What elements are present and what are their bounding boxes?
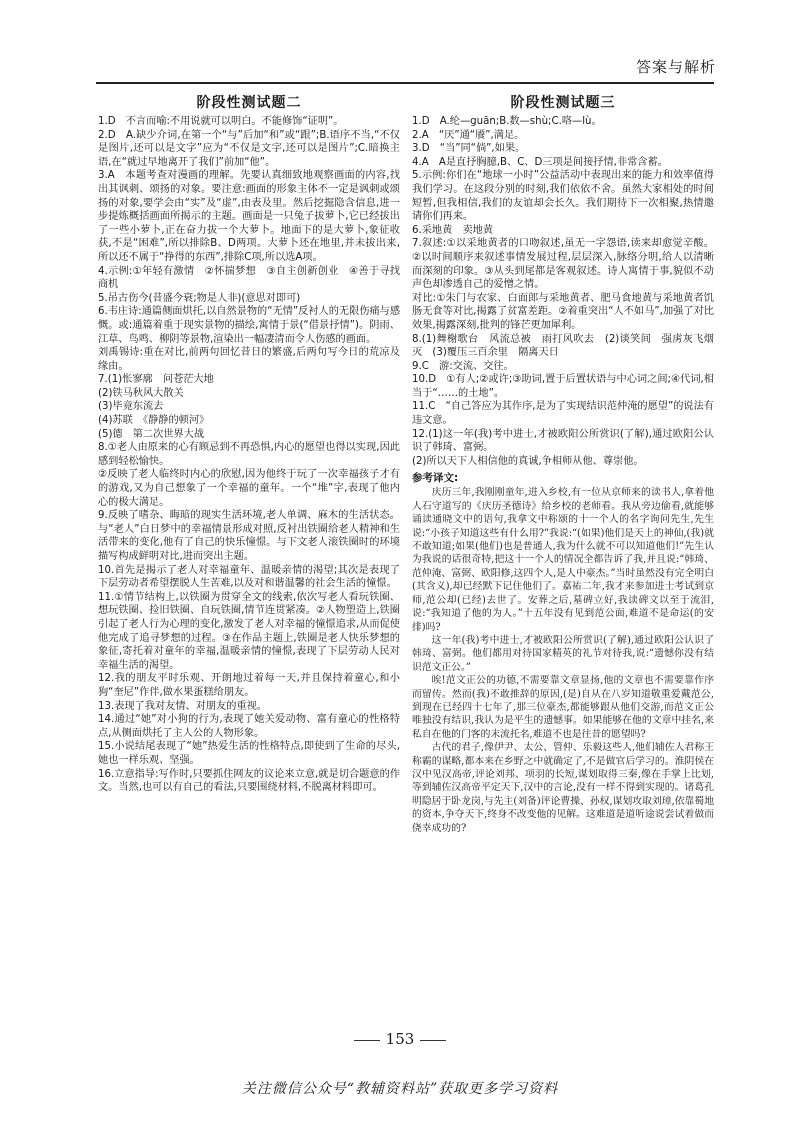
answer-item: 4.A A是直抒胸臆,B、C、D三项是间接抒情,非常含蓄。 bbox=[412, 156, 668, 168]
answer-item: 2.A “厌”通“餍”,满足。 bbox=[412, 129, 525, 141]
answer-item: 刘禹锡诗:重在对比,前两句回忆昔日的繁盛,后两句写今日的荒凉及缘由。 bbox=[98, 347, 400, 372]
answer-item: 3.A 本题考查对漫画的理解。先要认真细致地观察画面的内容,找出其讽刺、颂扬的对象。要注意:画面的形象主体不一定是讽刺或颂扬的对象,要学会由“实”及“虚”,由表及里。然后挖掘隐含信息,进一步提炼概括画面所揭示的主题。画面是一只兔子拔萝卜,它已经拔出了一些小萝卜,正在奋力拔一个大萝卜。地面下的是大萝卜,象征收获,不是“困难”,所以排除B、D两项。大萝卜还在地里,并未拔出来,所以还不属于“挣得的东西”,排除C项,所以选A项。 bbox=[98, 170, 400, 263]
answer-item: 5.示例:你们在“地球一小时”公益活动中表现出来的能力和效率值得我们学习。在这段分别的时刻,我们依依不舍。虽然大家相处的时间短暂,但我相信,我们的友谊却会长久。我们期待下一次相聚,热情邀请你们再来。 bbox=[412, 170, 714, 223]
answer-item: 7.叙述:①以采地黄者的口吻叙述,虽无一字怨语,读来却愈觉辛酸。②以时间顺序来叙述事情发展过程,层层深入,脉络分明,给人以清晰而深刻的印象。③从头到尾都是客观叙述。诗人寓情于事,貌似不动声色却渗透自己的爱憎之情。 bbox=[412, 238, 714, 291]
answer-item: 13.表现了我对友情、对朋友的重视。 bbox=[98, 700, 268, 712]
answer-item: 7.(1)怅寥廓 问苍茫大地 bbox=[98, 374, 214, 386]
answer-item: 8.①老人由原来的心有顾忌到不再恐惧,内心的愿望也得以实现,因此感到轻松愉快。 bbox=[98, 442, 400, 467]
answer-item: 10.首先是揭示了老人对幸福童年、温暖亲情的渴望;其次是表现了下层劳动者希望摆脱人生苦难,以及对和谐温馨的社会生活的憧憬。 bbox=[98, 564, 400, 590]
answer-item: 8.(1)舞榭歌台 风流总被 雨打风吹去 (2)谈笑间 强虏灰飞烟灭 (3)覆压三百余里 隔离天日 bbox=[412, 333, 714, 359]
answer-item: 12.(1)这一年(我)考中进士,才被欧阳公所赏识(了解),通过欧阳公认识了韩琦、富弼。 bbox=[412, 428, 714, 454]
translation-text bbox=[412, 486, 714, 835]
left-column bbox=[98, 92, 400, 795]
answer-item: 14.通过“她”对小狗的行为,表现了她关爱动物、富有童心的性格特点,从侧面烘托了主人公的人物形象。 bbox=[98, 714, 400, 739]
answer-item: 12.我的朋友平时乐观、开朗地过着每一天,并且保持着童心,和小狗“奎尼”作伴,做水果蛋糕给朋友。 bbox=[98, 673, 400, 698]
answer-item: 5.吊古伤今(昔盛今衰;物是人非)(意思对即可) bbox=[98, 292, 301, 304]
answer-item: (3)毕竟东流去 bbox=[98, 401, 164, 413]
answer-item: 6.采地黄 卖地黄 bbox=[412, 224, 494, 236]
answer-item: 15.小说结尾表现了“她”热爱生活的性格特点,即使到了生命的尽头,她也一样乐观、坚强。 bbox=[98, 741, 400, 766]
right-column-title: 阶段性测试题三 bbox=[510, 95, 616, 111]
answer-item: 10.D ①有人;②或许;③助词,置于后置状语与中心词之间;④代词,相当于“……的土地”。 bbox=[412, 374, 714, 399]
page-number-area bbox=[0, 1030, 800, 1048]
translation-paragraph: 古代的君子,像伊尹、太公、管仲、乐毅这些人,他们辅佐人君称王称霸的谋略,都本来在乡野之中就确定了,不是做官后学习的。淮阴侯在汉中见汉高帝,评论刘邦、项羽的长短,谋划取得三秦,像在手掌上比划,等到辅佐汉高帝平定天下,汉中的言论,没有一样不得到实现的。诸葛孔明隐居于卧龙岗,与先主(刘备)评论曹操、孙权,谋划攻取刘璋,依靠蜀地的资本,争夺天下,终身不改变他的见解。这难道是道听途说尝试着做而侥幸成功的? bbox=[412, 742, 714, 834]
answer-item: (2)铁马秋风大散关 bbox=[98, 387, 184, 399]
answer-item: 对比:①朱门与农家、白面郎与采地黄者、肥马食地黄与采地黄者饥肠无食等对比,揭露了贫富差距。②着重突出“人不如马”,加强了对比效果,揭露深刻,批判的锋芒更加犀利。 bbox=[412, 292, 714, 331]
page-number-dash-left bbox=[354, 1040, 380, 1041]
answer-item: 16.立意指导:写作时,只要抓住网友的议论来立意,就是切合题意的作文。当然,也可以有自己的看法,只要围绕材料,不脱离材料即可。 bbox=[98, 768, 400, 794]
translation-paragraph: 唉!范文正公的功德,不需要靠文章显扬,他的文章也不需要靠作序而留传。然而(我)不敢推辞的原因,(是)自从在八岁知道敬重爱戴范公,到现在已经四十七年了,那三位豪杰,都能够跟从他们交游,而范文正公唯独没有结识,我认为是平生的遗憾事。如果能够在他的文章中挂名,来私自在他的门客的末流托名,难道不也是往昔的愿望吗? bbox=[412, 675, 714, 740]
answer-item: (5)德 第二次世界大战 bbox=[98, 428, 205, 440]
left-answer-list bbox=[98, 115, 400, 795]
left-column-title: 阶段性测试题二 bbox=[196, 95, 302, 111]
section-label: 答案与解析 bbox=[635, 58, 716, 76]
answer-item: 11.①情节结构上,以铁圈为贯穿全文的线索,依次写老人看玩铁圈、想玩铁圈、捡旧铁圈、自玩铁圈,情节连贯紧凑。②人物塑造上,铁圈引起了老人行为心理的变化,激发了老人对幸福的憧憬追求,从而促使他完成了追寻梦想的过程。③在作品主题上,铁圈是老人快乐梦想的象征,寄托着对童年的幸福,温暖亲情的憧憬,表现了下层劳动人民对幸福生活的渴望。 bbox=[98, 591, 400, 671]
answer-item: (2)所以天下人相信他的真诚,争相师从他、尊崇他。 bbox=[412, 455, 644, 467]
answer-item: 6.韦庄诗:通篇侧面烘托,以自然景物的“无情”反衬人的无限伤痛与感慨。或:通篇着重于现实景物的描绘,寓情于景(“借景抒情”)。阴雨、江草、鸟鸣、柳阴等景物,渲染出一幅凄清而令人伤感的画面。 bbox=[98, 306, 401, 345]
answer-item: 3.D “当”同“倘”,如果。 bbox=[412, 143, 526, 155]
translation-paragraph: 这一年(我)考中进士,才被欧阳公所赏识(了解),通过欧阳公认识了韩琦、富弼。他们都用对待国家精英的礼节对待我,说:“遗憾你没有结识范文正公。” bbox=[412, 634, 714, 673]
answer-item: 1.D 不言而喻:不用说就可以明白。不能修饰“证明”。 bbox=[98, 116, 344, 127]
answer-item: 1.D A.纶—guān;B.数—shù;C.咯—lù。 bbox=[412, 116, 602, 127]
right-column bbox=[412, 92, 714, 835]
translation-paragraph: 庆历三年,我刚刚童年,进入乡校,有一位从京师来的读书人,拿着他人石守道写的《庆历圣德诗》给乡校的老师看。我从旁边偷看,就能够诵读通晓文中的语句,我拿文中称颂的十一个人的名字询问先生,先生说:“小孩子知道这些有什么用?”我说:“(如果)他们是天上的神仙,(我)就不敢知道;如果(他们)也是普通人,我为什么就不可以知道他们!”先生认为我说的话很奇特,把这十一个人的情况全都告诉了我,并且说:“韩琦、范仲淹、富弼、欧阳修,这四个人,是人中豪杰。”当时虽然没有完全明白(其含义),却已经默下记住他们了。嘉祐二年,我才来参加进士考试到京师,范公却(已经)去世了。安葬之后,墓碑立好,我读碑文以至于流泪,说:“我知道了他的为人。”十五年没有见到范公面,难道不是命运(的安排)吗? bbox=[412, 487, 714, 633]
answer-item: 4.示例:①年轻有激情 ②怀揣梦想 ③自主创新创业 ④善于寻找商机 bbox=[98, 265, 400, 291]
answer-item: (4)苏联 《静静的顿河》 bbox=[98, 415, 210, 427]
answer-item: ②反映了老人临终时内心的欣慰,因为他终于玩了一次幸福孩子才有的游戏,又为自己想象了一个幸福的童年。一个“堆”字,表现了他内心的极大满足。 bbox=[98, 469, 400, 508]
footer-note: 关注微信公众号“教辅资料站”获取更多学习资料 bbox=[241, 1081, 559, 1097]
translation-label: 参考译文: bbox=[412, 472, 459, 485]
header-rule bbox=[96, 82, 714, 84]
answer-item: 2.D A.缺少介词,在第一个“与”后加“和”或“跟”;B.语序不当,“不仅是图片,还可以是文字”应为“不仅是文字,还可以是图片”;C.暗换主语,在“就过早地离开了我们”前加“他”。 bbox=[98, 129, 400, 168]
answer-item: 9.反映了嗜杂、晦暗的现实生活环境,老人单调、麻木的生活状态。与“老人”白日梦中的幸福情景形成对照,反衬出铁圈给老人精神和生活带来的变化,他有了自己的快乐憧憬。与下文老人滚铁圈时的环境描写构成鲜明对比,进而突出主题。 bbox=[98, 510, 400, 562]
answer-item: 9.C 游:交流、交往。 bbox=[412, 360, 514, 372]
right-answer-list bbox=[412, 115, 714, 468]
page-number-dash-right bbox=[420, 1040, 446, 1041]
answer-item: 11.C “自己答应为其作序,是为了实现结识范仲淹的愿望”的说法有违文意。 bbox=[412, 401, 714, 427]
page-number: 153 bbox=[385, 1030, 415, 1048]
